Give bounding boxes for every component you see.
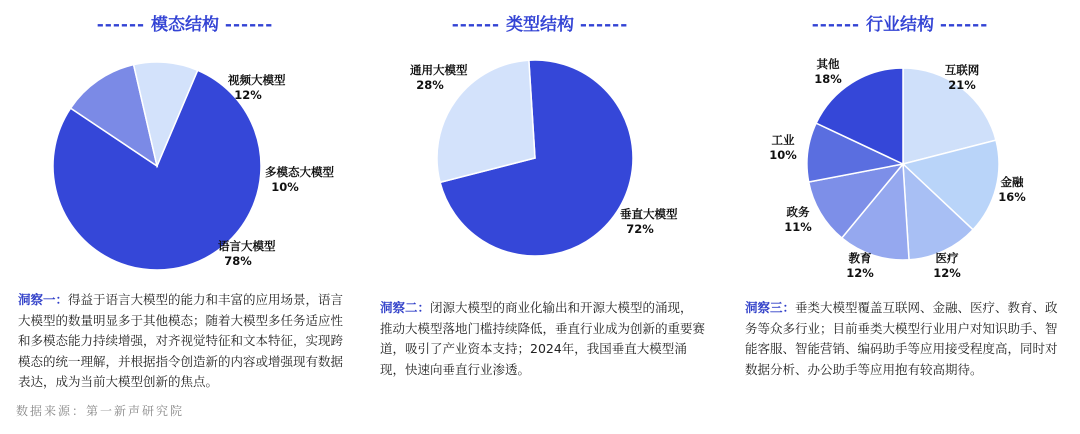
slice-name-label: 医疗 (935, 251, 959, 265)
slice-value-label: 11% (784, 220, 812, 234)
title-text: 模态结构 (151, 15, 219, 35)
insight-lead: 洞察一： (18, 292, 69, 307)
title-dash-right: ------ (939, 15, 989, 35)
title-dash-left: ------ (96, 15, 146, 35)
title-text: 行业结构 (866, 15, 934, 35)
title-dash-right: ------ (579, 15, 629, 35)
slice-name-label: 政务 (786, 205, 810, 219)
title-dash-right: ------ (224, 15, 274, 35)
pie-chart-3 (769, 57, 1026, 280)
title-dash-left: ------ (451, 15, 501, 35)
slice-value-label: 10% (769, 148, 797, 162)
insight-note-2 (380, 298, 705, 380)
slice-value-label: 21% (948, 78, 976, 92)
slice-name-label: 语言大模型 (218, 239, 276, 253)
slice-name-label: 垂直大模型 (620, 207, 678, 221)
insight-text: 闭源大模型的商业化输出和开源大模型的涌现，推动大模型落地门槛持续降低，垂直行业成为创新的重要赛道，吸引了产业资本支持；2024年，我国垂直大模型涌现，快速向垂直行业渗透。 (380, 300, 706, 377)
slice-value-label: 16% (998, 190, 1026, 204)
slice-value-label: 78% (224, 254, 252, 268)
slice-name-label: 工业 (771, 133, 795, 147)
data-source: 数据来源：第一新声研究院 (16, 404, 185, 418)
slice-name-label: 其他 (816, 57, 840, 71)
slice-name-label: 视频大模型 (228, 73, 286, 87)
slice-name-label: 教育 (848, 251, 872, 265)
slice-name-label: 金融 (1000, 175, 1024, 189)
pie-chart-1 (53, 62, 334, 270)
slice-name-label: 通用大模型 (410, 63, 468, 77)
title-dash-left: ------ (811, 15, 861, 35)
insight-text: 得益于语言大模型的能力和丰富的应用场景，语言大模型的数量明显多于其他模态；随着大模型多任务适应性和多模态能力持续增强，对齐视觉特征和文本特征，实现跨模态的统一理解，并根据指令创造新的内容或增强现有数据表达，成为当前大模型创新的焦点。 (18, 292, 344, 389)
slice-name-label: 互联网 (944, 63, 980, 77)
title-text: 类型结构 (506, 15, 574, 35)
slice-value-label: 12% (234, 88, 262, 102)
slice-value-label: 12% (846, 266, 874, 280)
slice-name-label: 多模态大模型 (265, 165, 334, 179)
slice-value-label: 28% (416, 78, 444, 92)
slice-value-label: 18% (814, 72, 842, 86)
pie-chart-2 (410, 60, 678, 256)
slice-value-label: 72% (626, 222, 654, 236)
slice-value-label: 12% (933, 266, 961, 280)
insight-lead: 洞察二： (380, 300, 431, 315)
slice-value-label: 10% (271, 180, 299, 194)
insight-note-3 (745, 298, 1067, 380)
insight-text: 垂类大模型覆盖互联网、金融、医疗、教育、政务等众多行业；目前垂类大模型行业用户对知识助手、智能客服、智能营销、编码助手等应用接受程度高，同时对数据分析、办公助手等应用抱有较高期待。 (745, 300, 1058, 377)
insight-note-1 (18, 290, 348, 393)
insight-lead: 洞察三： (745, 300, 796, 315)
